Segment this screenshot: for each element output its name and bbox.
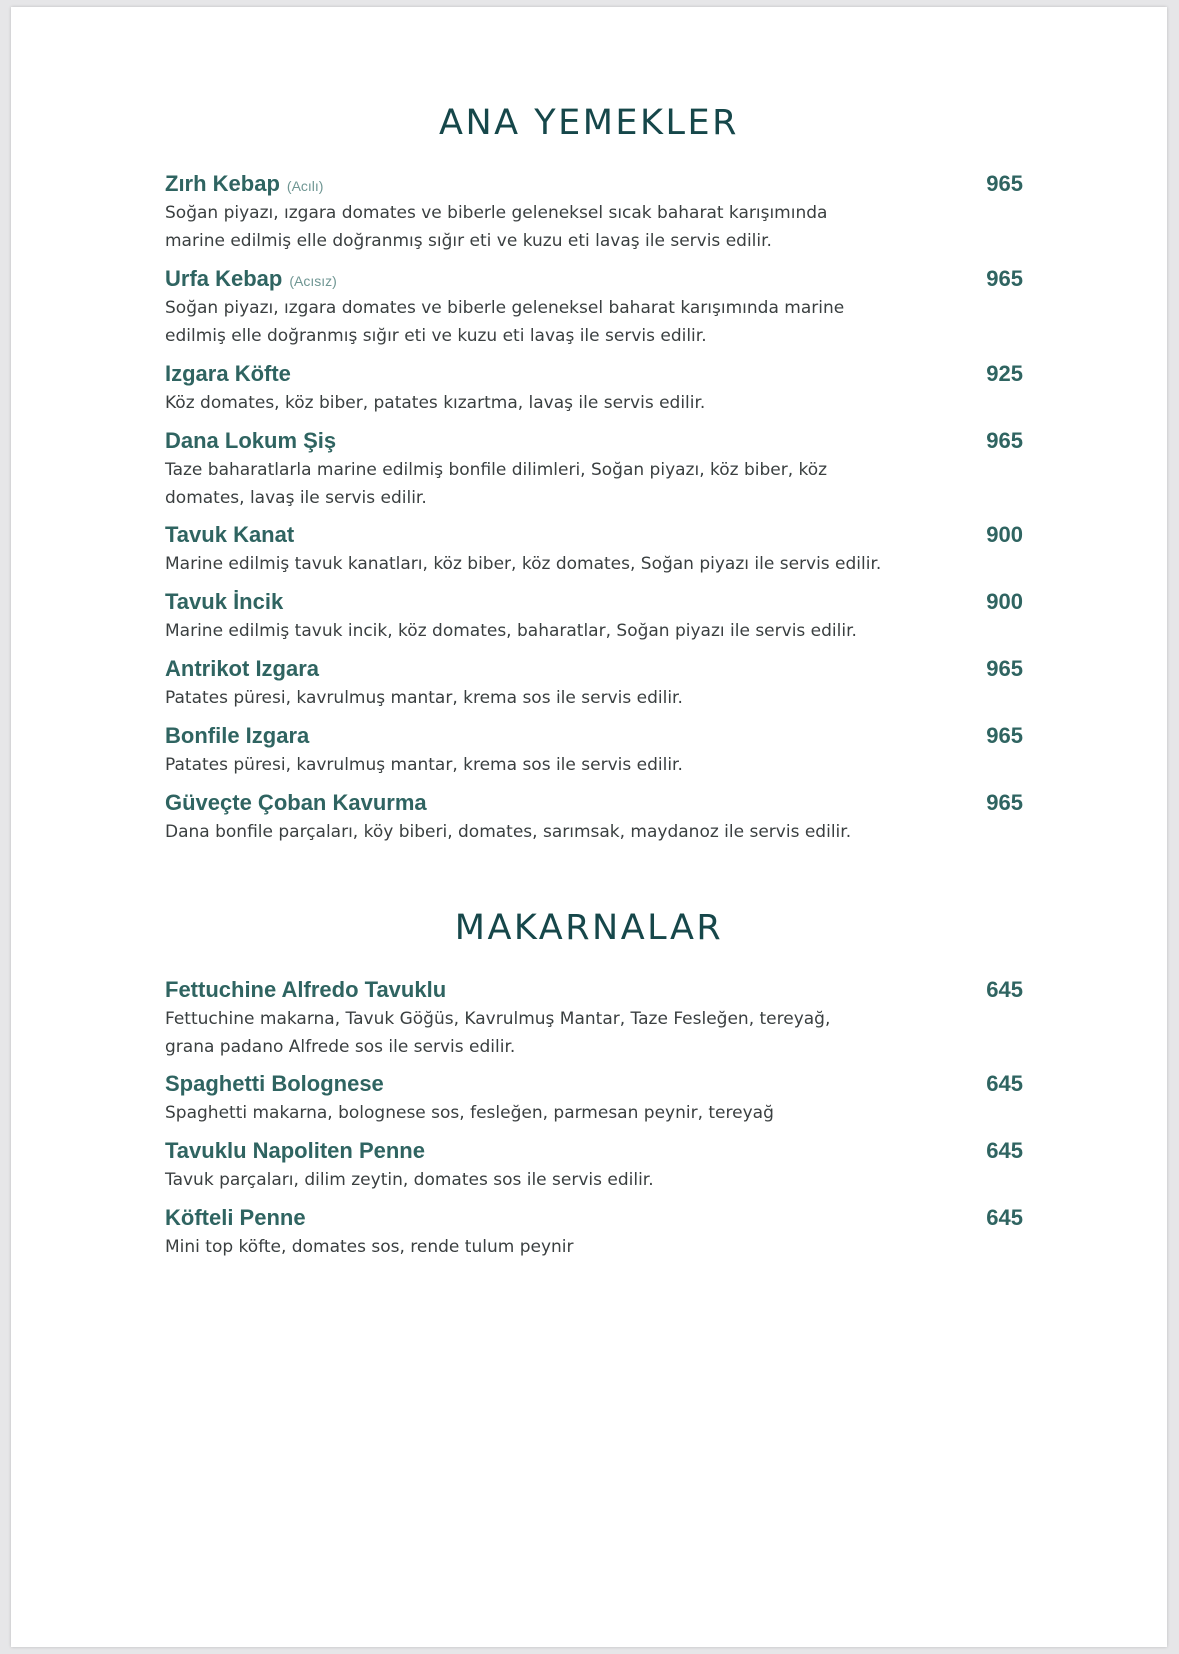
item-price: 925 (986, 361, 1023, 386)
item-description: Taze baharatlarla marine edilmiş bonfile dilimleri, Soğan piyazı, köz biber, köz domates, lavaş ile servis edilir. (165, 460, 828, 508)
section-title-ana-yemekler: ANA YEMEKLER (439, 103, 739, 143)
item-name: Güveçte Çoban Kavurma (165, 790, 427, 815)
item-description: Patates püresi, kavrulmuş mantar, krema sos ile servis edilir. (165, 688, 683, 708)
item-name: Spaghetti Bolognese (165, 1071, 384, 1096)
menu-item-bonfile-izgara (165, 721, 1023, 788)
item-price: 900 (986, 522, 1023, 547)
item-name: Tavuk İncik (165, 589, 284, 614)
item-name: Bonfile Izgara (165, 723, 310, 748)
item-spice-note: (Acılı) (286, 178, 324, 194)
item-name: Köfteli Penne (165, 1205, 306, 1230)
item-name: Urfa Kebap (165, 266, 283, 291)
item-price: 965 (986, 790, 1023, 815)
item-name: Tavuk Kanat (165, 522, 295, 547)
menu-item-izgara-kofte (165, 359, 1023, 426)
menu-item-tavuklu-napoliten-penne (165, 1136, 1023, 1203)
menu-item-zirh-kebap (165, 169, 1023, 264)
item-price: 645 (986, 1071, 1023, 1096)
menu-item-tavuk-incik (165, 587, 1023, 654)
item-description: Mini top köfte, domates sos, rende tulum peynir (165, 1237, 574, 1257)
item-description: Soğan piyazı, ızgara domates ve biberle geleneksel baharat karışımında marine edilmiş elle doğranmış sığır eti ve kuzu eti lavaş ile servis edilir. (165, 298, 845, 346)
item-description: Marine edilmiş tavuk incik, köz domates, baharatlar, Soğan piyazı ile servis edilir. (165, 621, 857, 641)
item-price: 965 (986, 428, 1023, 453)
item-price: 900 (986, 589, 1023, 614)
item-name: Fettuchine Alfredo Tavuklu (165, 977, 447, 1002)
item-name: Dana Lokum Şiş (165, 428, 337, 453)
item-description: Spaghetti makarna, bolognese sos, fesleğen, parmesan peynir, tereyağ (165, 1103, 774, 1123)
menu-item-urfa-kebap (165, 264, 1023, 359)
item-price: 645 (986, 1138, 1023, 1163)
menu-page (11, 7, 1167, 1647)
item-price: 645 (986, 1205, 1023, 1230)
item-price: 965 (986, 171, 1023, 196)
item-name: Izgara Köfte (165, 361, 291, 386)
item-price: 965 (986, 266, 1023, 291)
menu-item-spaghetti-bolognese (165, 1069, 1023, 1136)
item-name: Tavuklu Napoliten Penne (165, 1138, 425, 1163)
menu-item-dana-lokum-sis (165, 426, 1023, 520)
section-title-makarnalar: MAKARNALAR (454, 908, 724, 948)
menu-item-antrikot-izgara (165, 654, 1023, 721)
item-description: Köz domates, köz biber, patates kızartma, lavaş ile servis edilir. (165, 393, 706, 413)
item-description: Fettuchine makarna, Tavuk Göğüs, Kavrulmuş Mantar, Taze Fesleğen, tereyağ, grana padano Alfrede sos ile servis edilir. (165, 1009, 831, 1057)
item-description: Marine edilmiş tavuk kanatları, köz biber, köz domates, Soğan piyazı ile servis edilir. (165, 554, 882, 574)
menu-item-tavuk-kanat (165, 520, 1023, 587)
menu-item-guvecte-coban-kavurma (165, 788, 1023, 855)
ana-yemekler-list (165, 169, 1023, 855)
item-price: 965 (986, 656, 1023, 681)
item-name: Antrikot Izgara (165, 656, 320, 681)
item-name: Zırh Kebap (165, 171, 280, 196)
menu-item-kofteli-penne (165, 1203, 1023, 1270)
item-description: Patates püresi, kavrulmuş mantar, krema sos ile servis edilir. (165, 755, 683, 775)
item-spice-note: (Acısız) (289, 273, 337, 289)
menu-item-fettuchine-alfredo-tavuklu (165, 975, 1023, 1069)
item-description: Soğan piyazı, ızgara domates ve biberle geleneksel sıcak baharat karışımında marine edilmiş elle doğranmış sığır eti ve kuzu eti lavaş ile servis edilir. (165, 203, 828, 251)
makarnalar-list (165, 975, 1023, 1270)
item-price: 645 (986, 977, 1023, 1002)
item-description: Dana bonfile parçaları, köy biberi, domates, sarımsak, maydanoz ile servis edilir. (165, 822, 852, 842)
item-price: 965 (986, 723, 1023, 748)
item-description: Tavuk parçaları, dilim zeytin, domates sos ile servis edilir. (165, 1170, 654, 1190)
